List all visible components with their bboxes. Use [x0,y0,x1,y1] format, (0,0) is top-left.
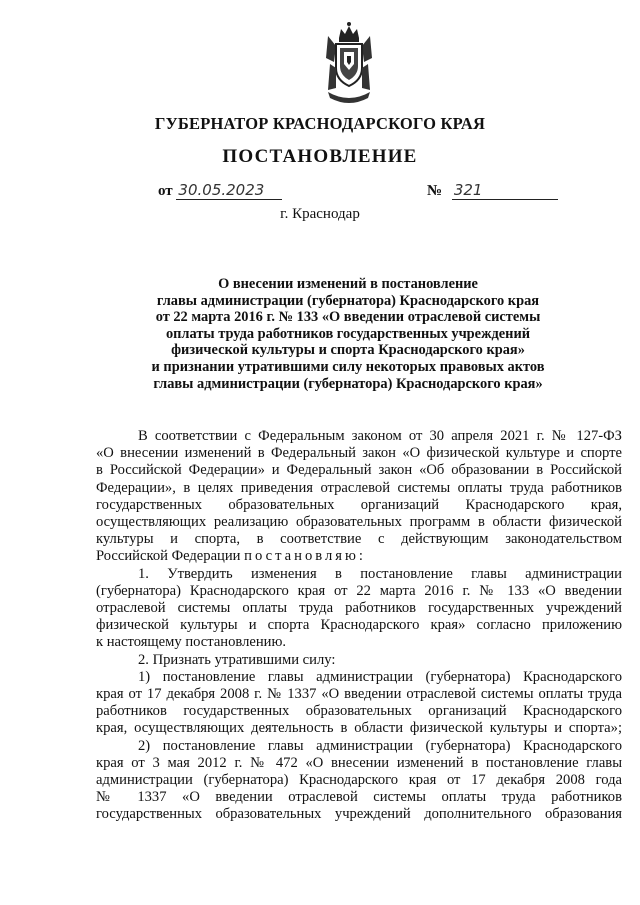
coat-of-arms-emblem [322,18,376,106]
document-title [120,276,576,392]
body-line: работников государственных образовательных организаций Краснодарского [96,703,622,720]
body-line: 1. Утвердить изменения в постановление главы администрации [138,565,622,582]
body-line [96,548,622,565]
body-line: края от 17 декабря 2008 г. № 1337 «О введении отраслевой системы оплаты труда [96,686,622,703]
body-line: Федерации», в целях приведения отраслевой системы оплаты труда работников [96,479,622,496]
body-line: государственных образовательных учреждений дополнительного образования [96,806,622,823]
organization-heading: ГУБЕРНАТОР КРАСНОДАРСКОГО КРАЯ [154,114,486,133]
document-type-heading: ПОСТАНОВЛЕНИЕ [222,146,418,167]
body-line: отраслевой системы оплаты труда работников государственных учреждений [96,600,622,617]
body-line: № 1337 «О введении отраслевой системы оплаты труда работников [96,789,622,806]
title-line: оплаты труда работников государственных учреждений [165,325,531,342]
decree-word: постановляю: [244,548,366,565]
body-line: (губернатора) Краснодарского края от 22 марта 2016 г. № 133 «О введении [96,582,622,599]
document-number: 321 [452,182,558,200]
body-line: края от 3 мая 2012 г. № 472 «О внесении изменений в постановление главы [96,754,622,771]
document-date: 30.05.2023 [176,182,282,200]
body-line: в Российской Федерации» и Федеральный закон «Об образовании в Российской [96,462,622,479]
title-line: главы администрации (губернатора) Краснодарского края» [153,375,543,392]
title-line: главы администрации (губернатора) Краснодарского края [156,292,540,309]
body-line: 1) постановление главы администрации (губернатора) Краснодарского [138,668,622,685]
body-line: администрации (губернатора) Краснодарского края от 17 декабря 2008 года [96,772,622,789]
body-line: 2. Признать утратившими силу: [138,651,336,668]
body-line-part: Российской Федерации [96,548,241,565]
title-line: от 22 марта 2016 г. № 133 «О введении отраслевой системы [155,309,541,326]
city-line: г. Краснодар [280,206,360,222]
date-row [158,182,282,200]
title-line: О внесении изменений в постановление [218,276,478,292]
body-line: В соответствии с Федеральным законом от 30 апреля 2021 г. № 127-ФЗ [138,428,622,444]
body-line: государственных образовательных организаций Краснодарского края, [96,496,622,513]
body-line: «О внесении изменений в Федеральный закон «О физической культуре и спорте [96,445,622,462]
body-line: 2) постановление главы администрации (губернатора) Краснодарского [138,737,622,754]
document-body [96,428,622,824]
body-line: физической культуры и спорта Краснодарского края» согласно приложению [96,617,622,634]
number-prefix: № [427,183,443,199]
body-line: края, осуществляющих деятельность в области физической культуры и спорта»; [96,720,622,737]
date-prefix: от [158,183,173,199]
number-row [427,182,558,200]
title-line: и признании утратившими силу некоторых правовых актов [151,358,545,375]
body-line: осуществляющих реализацию образовательных программ в области физической [96,514,622,531]
body-line: к настоящему постановлению. [96,634,287,651]
body-line: культуры и спорта, в соответствие с действующим законодательством [96,531,622,548]
title-line: физической культуры и спорта Краснодарского края» [171,342,525,359]
